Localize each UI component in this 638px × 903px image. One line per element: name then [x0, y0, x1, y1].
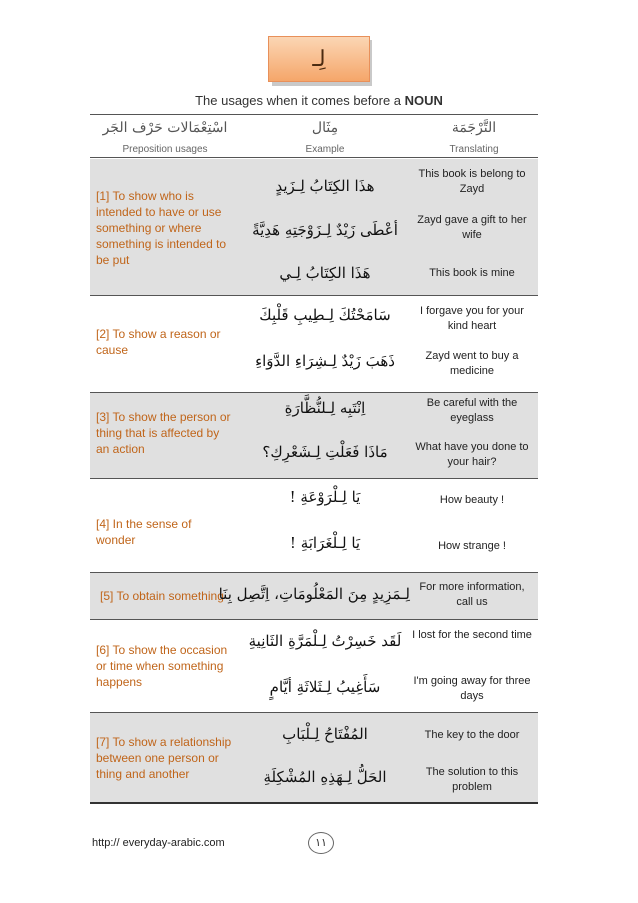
usage-section-6 [90, 620, 538, 712]
usage-section-2 [90, 296, 538, 392]
example-arabic: اِنْتَبِه لِـلنُّظَّارَةِ [284, 399, 366, 417]
example-arabic: المُفْتَاحُ لِـلْبَابِ [282, 725, 368, 743]
usage-section-3 [90, 393, 538, 478]
column-header-translating-ar: التَّرْجَمَة [451, 120, 497, 136]
example-translation: How beauty ! [439, 494, 505, 506]
example-arabic: سَامَحْتُكَ لِـطِيبِ قَلْبِكَ [259, 306, 391, 324]
example-translation: This book is mine [429, 267, 515, 279]
usage-label: [7] To show a relationship between one person or thing and another [96, 735, 232, 781]
usage-label: [6] To show the occasion or time when something happens [96, 643, 228, 689]
example-translation: I lost for the second time [412, 629, 532, 641]
example-arabic: يَا لِـلْرَوْعَةِ ! [289, 488, 361, 506]
heading-emphasis: NOUN [404, 93, 443, 108]
column-header-usage-en: Preposition usages [122, 144, 208, 155]
usage-label: [2] To show a reason or cause [96, 327, 221, 357]
example-translation: Be careful with the eyeglass [426, 397, 518, 424]
usage-label: [4] In the sense of wonder [96, 517, 192, 547]
column-header-usage-ar: اسْتِعْمَالات حَرْف الجَر [102, 120, 228, 136]
usage-section-4 [90, 479, 538, 572]
example-translation: I forgave you for your kind heart [420, 305, 524, 332]
footer-website-link[interactable]: http:// everyday-arabic.com [92, 837, 225, 849]
page-number: ١١ [308, 832, 334, 854]
example-arabic: يَا لِـلْغَرَابَةِ ! [289, 534, 361, 552]
example-translation: I'm going away for three days [413, 675, 531, 702]
usage-label: [3] To show the person or thing that is affected by an action [96, 410, 231, 456]
column-header-example-ar: مِثَال [311, 120, 339, 136]
example-arabic: أعْطَى زَيْدٌ لِـزَوْجَتِهِ هَدِيَّةً [252, 221, 398, 239]
example-arabic: لَقَد خَسِرْتُ لِـلْمَرَّةِ الثَانِيةِ [248, 632, 402, 650]
column-header-translating-en: Translating [449, 144, 499, 155]
usage-section-1 [90, 159, 538, 295]
example-arabic: سَأَغِيبُ لِـثَلاثَةِ أيَّامٍ [269, 678, 381, 696]
example-translation: Zayd gave a gift to her wife [417, 214, 527, 241]
table-top-rule [90, 114, 538, 115]
page-heading [0, 93, 638, 108]
example-translation: The key to the door [424, 729, 520, 741]
example-translation: How strange ! [438, 540, 506, 552]
example-translation: What have you done to your hair? [415, 441, 529, 468]
header-rule [90, 157, 538, 158]
usage-section-5 [90, 573, 538, 619]
example-arabic: لِـمَزِيدٍ مِنَ المَعْلُومَاتِ، اِتَّصِل بِنَا [218, 585, 410, 603]
example-translation: Zayd went to buy a medicine [425, 350, 519, 377]
column-header-example-en: Example [305, 144, 345, 155]
title-badge [268, 36, 370, 82]
example-arabic: مَاذَا فَعَلْتِ لِـشَعْرِكِ؟ [262, 443, 388, 461]
example-arabic: الحَلُّ لِـهَذِهِ المُشْكِلَةِ [263, 768, 387, 786]
example-translation: For more information, call us [419, 581, 525, 608]
example-arabic: هذَا الكِتَابُ لِـزَيدٍ [275, 177, 375, 195]
usage-section-7 [90, 713, 538, 802]
usage-label: [5] To obtain something [100, 589, 224, 603]
badge-label: لِـ [268, 36, 370, 82]
table-bottom-rule [90, 802, 538, 804]
example-translation: This book is belong to Zayd [418, 168, 526, 195]
usage-label: [1] To show who is intended to have or use something or where something is intended to be put [96, 189, 227, 267]
example-arabic: هَذَا الكِتَابُ لِـي [279, 264, 371, 282]
example-translation: The solution to this problem [425, 766, 519, 793]
example-arabic: ذَهَبَ زَيْدٌ لِـشِرَاءِ الدَّوَاءِ [255, 352, 395, 370]
heading-prefix: The usages when it comes before a [195, 93, 405, 108]
